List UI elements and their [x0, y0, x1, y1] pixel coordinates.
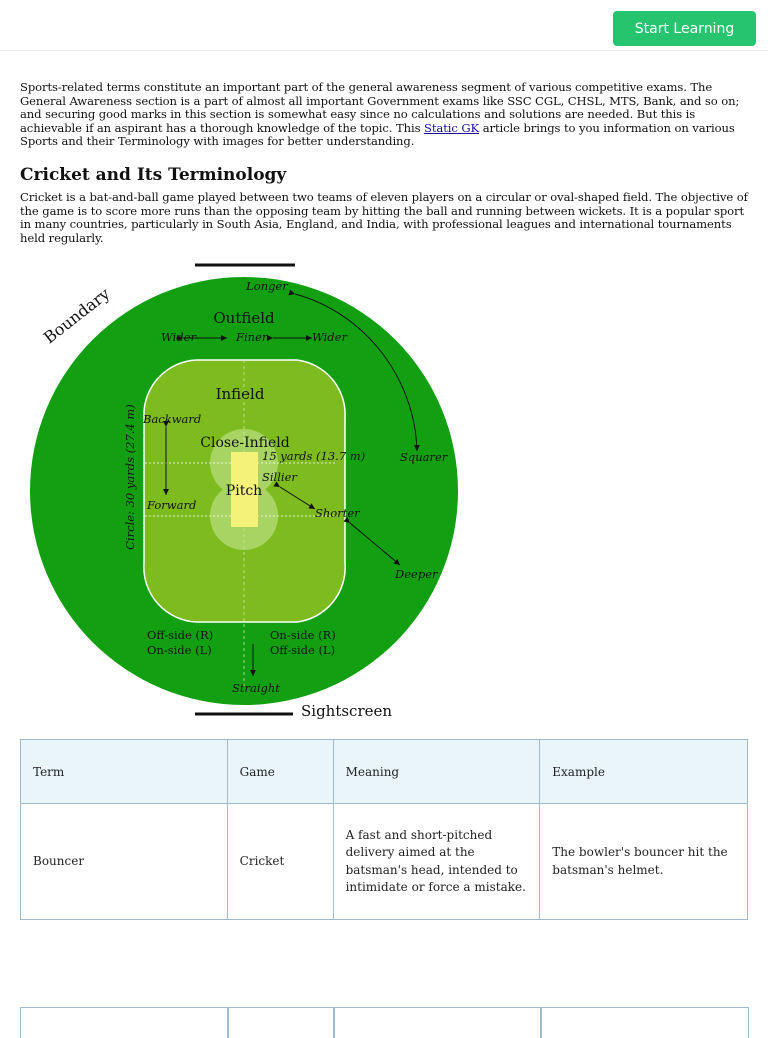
cell-example: The bowler's bouncer hit the batsman's helmet.	[540, 804, 748, 920]
next-table-cell	[227, 1007, 335, 1038]
label-sightscreen: Sightscreen	[301, 702, 393, 720]
start-learning-button[interactable]: Start Learning	[613, 11, 756, 46]
label-infield: Infield	[215, 385, 265, 403]
next-table-cell	[20, 1007, 229, 1038]
terms-table	[20, 739, 748, 920]
section-heading-wrap	[20, 165, 286, 185]
cell-game: Cricket	[227, 804, 333, 920]
cell-term: Bouncer	[21, 804, 228, 920]
cricket-paragraph: Cricket is a bat-and-ball game played between two teams of eleven players on a circular or oval-shaped field. The objective of the game is to score more runs than the opposing team by hitting the ball and running between wickets. It is a popular sport in many countries, particularly in South Asia, England, and India, with professional leagues and international tournaments held regularly.	[20, 190, 748, 245]
header-game: Game	[227, 740, 333, 804]
label-offside-l: Off-side (L)	[270, 643, 336, 657]
label-straight: Straight	[232, 681, 280, 695]
intro-paragraph	[20, 81, 748, 149]
field-svg	[20, 258, 460, 724]
cricket-field-diagram	[20, 258, 460, 724]
intro-block	[20, 81, 748, 149]
label-circle: Circle: 30 yards (27.4 m)	[123, 404, 137, 550]
table-header-row	[21, 740, 748, 804]
label-pitch: Pitch	[225, 483, 263, 499]
section-heading: Cricket and Its Terminology	[20, 165, 287, 185]
label-sillier: Sillier	[262, 470, 297, 484]
cell-meaning: A fast and short-pitched delivery aimed at the batsman's head, intended to intimidate or force a mistake.	[333, 804, 540, 920]
static-gk-link[interactable]: Static GK	[424, 120, 480, 135]
label-close-infield: Close-Infield	[200, 435, 290, 451]
next-table-cell	[333, 1007, 542, 1038]
header-example: Example	[540, 740, 748, 804]
label-deeper: Deeper	[395, 567, 438, 581]
label-boundary: Boundary	[39, 284, 114, 348]
intro-text: Sports-related terms constitute an important part of the general awareness segment of various competitive exams. The General Awareness section is a part of almost all important Government exams like SSC CGL, CHSL, MTS, Bank, and so on; and securing good marks in this section is somewhat easy since no calculations and solutions are needed. But this is achievable if an aspirant has a thorough knowledge of the topic. This	[20, 80, 740, 135]
header-meaning: Meaning	[333, 740, 540, 804]
label-offside-r: Off-side (R)	[147, 628, 214, 642]
label-wider-right: Wider	[312, 330, 347, 344]
label-shorter: Shorter	[315, 506, 360, 520]
next-table-cell	[540, 1007, 749, 1038]
label-onside-l: On-side (L)	[147, 643, 212, 657]
next-table-top	[20, 1007, 748, 1037]
intro-text-end: article brings to you information on various Sports and their Terminology with images for better understanding.	[20, 120, 735, 149]
label-squarer: Squarer	[400, 450, 448, 464]
table-row	[21, 804, 748, 920]
label-longer: Longer	[246, 279, 288, 293]
label-15-yards: 15 yards (13.7 m)	[262, 449, 366, 463]
label-onside-r: On-side (R)	[270, 628, 336, 642]
label-outfield: Outfield	[213, 309, 275, 327]
label-finer: Finer	[236, 330, 268, 344]
label-wider-left: Wider	[161, 330, 196, 344]
label-forward: Forward	[147, 498, 197, 512]
top-bar	[0, 0, 768, 51]
label-backward: Backward	[143, 412, 202, 426]
header-term: Term	[21, 740, 228, 804]
cricket-intro	[20, 191, 748, 245]
